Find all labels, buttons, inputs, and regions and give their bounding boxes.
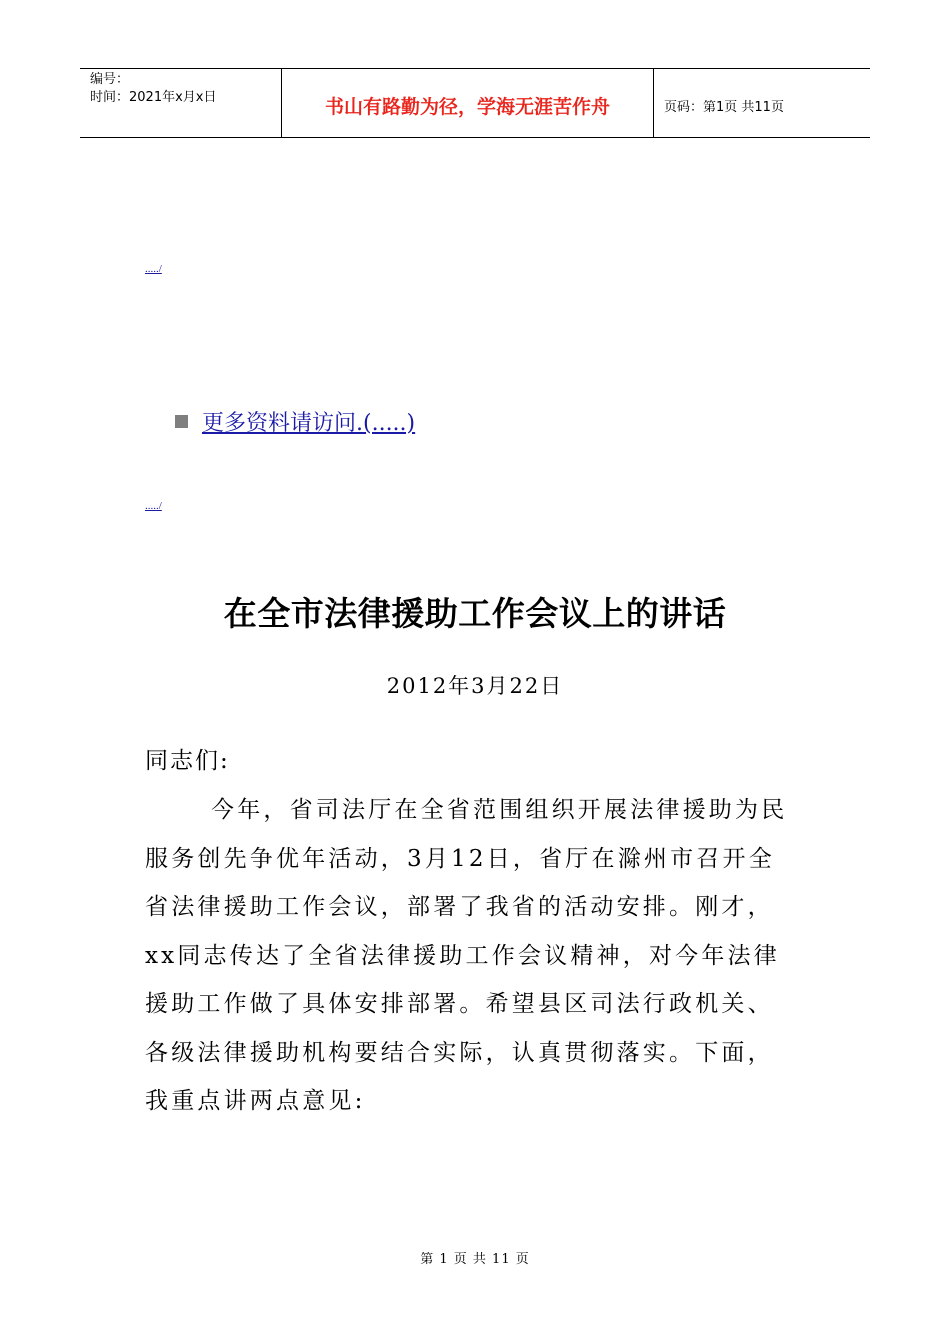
paragraph-line: 服务创先争优年活动，3月12日，省厅在滁州市召开全 [145, 845, 775, 872]
paragraph-line: 省法律援助工作会议，部署了我省的活动安排。刚才， [145, 894, 774, 920]
document-date: 2012年3月22日 [386, 674, 564, 698]
more-resources-link[interactable]: 更多资料请访问.(.....) [202, 411, 416, 436]
square-bullet-icon [175, 415, 188, 428]
paragraph-line: 我重点讲两点意见: [145, 1088, 366, 1114]
header-motto-cell [282, 69, 654, 137]
bottom-small-link[interactable]: ...../ [145, 500, 162, 512]
paragraph-line: 今年，省司法厅在全省范围组织开展法律援助为民 [211, 797, 788, 823]
document-header [80, 68, 870, 138]
motto-text: 书山有路勤为径，学海无涯苦作舟 [324, 95, 610, 118]
header-page-cell [654, 69, 870, 137]
more-resources-line [175, 406, 415, 437]
document-title: 在全市法律援助工作会议上的讲话 [223, 594, 727, 633]
page-footer: 第 1 页 共 11 页 [420, 1252, 530, 1267]
page-info: 页码：第1页 共11页 [664, 99, 784, 115]
paragraph-line: 援助工作做了具体安排部署。希望县区司法行政机关、 [145, 991, 774, 1017]
number-label: 编号： [90, 72, 130, 87]
time-label: 时间：2021年x月x日 [90, 90, 217, 105]
top-small-link[interactable]: ...../ [145, 263, 162, 275]
body-paragraph [145, 786, 815, 1126]
paragraph-line: 各级法律援助机构要结合实际，认真贯彻落实。下面， [145, 1039, 774, 1066]
greeting: 同志们: [145, 748, 230, 774]
header-meta-cell [80, 69, 282, 137]
paragraph-line: xx同志传达了全省法律援助工作会议精神，对今年法律 [145, 942, 780, 969]
